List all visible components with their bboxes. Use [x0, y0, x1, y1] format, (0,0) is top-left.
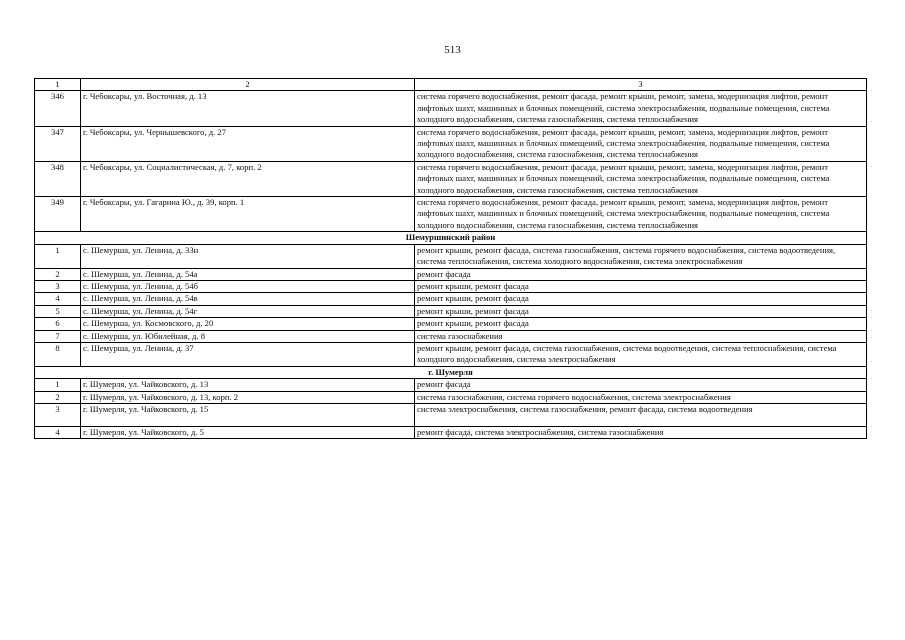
address-cell: с. Шемурша, ул. Юбилейная, д. 8 — [81, 330, 415, 342]
section-title: Шемуршинский район — [35, 232, 867, 244]
row-number-cell: 347 — [35, 126, 81, 161]
works-cell: ремонт фасада — [415, 379, 867, 391]
column-number-cell: 3 — [415, 79, 867, 91]
section-header-row — [35, 232, 867, 244]
column-number-row — [35, 79, 867, 91]
table-row — [35, 330, 867, 342]
table-row — [35, 126, 867, 161]
section-title: г. Шумерля — [35, 366, 867, 378]
address-cell: с. Шемурша, ул. Космовского, д. 20 — [81, 318, 415, 330]
row-number-cell: 348 — [35, 161, 81, 196]
address-cell: с. Шемурша, ул. Ленина, д. 37 — [81, 342, 415, 366]
table-row — [35, 293, 867, 305]
table-row — [35, 403, 867, 426]
works-cell: ремонт крыши, ремонт фасада, система газоснабжения, система горячего водоснабжения, система водоотведения, система теплоснабжения, система холодного водоснабжения, система электроснабжения — [415, 244, 867, 268]
table-row — [35, 268, 867, 280]
table-row — [35, 197, 867, 232]
works-cell: система горячего водоснабжения, ремонт фасада, ремонт крыши, ремонт, замена, модернизация лифтов, ремонт лифтовых шахт, машинных и блочных помещений, система электроснабжения, подвальные помещения, система холодного водоснабжения, система газоснабжения, система теплоснабжения — [415, 161, 867, 196]
address-cell: г. Шумерля, ул. Чайковского, д. 5 — [81, 426, 415, 438]
row-number-cell: 346 — [35, 91, 81, 126]
row-number-cell: 5 — [35, 305, 81, 317]
table-row — [35, 91, 867, 126]
row-number-cell: 1 — [35, 244, 81, 268]
row-number-cell: 2 — [35, 391, 81, 403]
works-cell: система газоснабжения, система горячего водоснабжения, система электроснабжения — [415, 391, 867, 403]
registry-table — [34, 78, 867, 439]
address-cell: г. Шумерля, ул. Чайковского, д. 13 — [81, 379, 415, 391]
table-row — [35, 426, 867, 438]
row-number-cell: 349 — [35, 197, 81, 232]
address-cell: с. Шемурша, ул. Ленина, д. 54г — [81, 305, 415, 317]
address-cell: г. Шумерля, ул. Чайковского, д. 13, корп. 2 — [81, 391, 415, 403]
row-number-cell: 8 — [35, 342, 81, 366]
address-cell: г. Чебоксары, ул. Восточная, д. 13 — [81, 91, 415, 126]
column-number-cell: 1 — [35, 79, 81, 91]
table-row — [35, 161, 867, 196]
works-cell: ремонт крыши, ремонт фасада — [415, 318, 867, 330]
table-row — [35, 305, 867, 317]
works-cell: ремонт крыши, ремонт фасада — [415, 280, 867, 292]
works-cell: ремонт крыши, ремонт фасада — [415, 305, 867, 317]
row-number-cell: 4 — [35, 293, 81, 305]
address-cell: с. Шемурша, ул. Ленина, д. 54в — [81, 293, 415, 305]
page-number: 513 — [444, 44, 461, 56]
table-row — [35, 391, 867, 403]
registry-table-body — [35, 79, 867, 439]
column-number-cell: 2 — [81, 79, 415, 91]
address-cell: г. Чебоксары, ул. Чернышевского, д. 27 — [81, 126, 415, 161]
row-number-cell: 2 — [35, 268, 81, 280]
works-cell: система горячего водоснабжения, ремонт фасада, ремонт крыши, ремонт, замена, модернизация лифтов, ремонт лифтовых шахт, машинных и блочных помещений, система электроснабжения, подвальные помещения, система холодного водоснабжения, система газоснабжения, система теплоснабжения — [415, 197, 867, 232]
table-row — [35, 379, 867, 391]
works-cell: ремонт крыши, ремонт фасада — [415, 293, 867, 305]
works-cell: ремонт фасада, система электроснабжения, система газоснабжения — [415, 426, 867, 438]
row-number-cell: 6 — [35, 318, 81, 330]
table-row — [35, 244, 867, 268]
works-cell: система горячего водоснабжения, ремонт фасада, ремонт крыши, ремонт, замена, модернизация лифтов, ремонт лифтовых шахт, машинных и блочных помещений, система электроснабжения, подвальные помещения, система холодного водоснабжения, система газоснабжения, система теплоснабжения — [415, 126, 867, 161]
address-cell: с. Шемурша, ул. Ленина, д. 33н — [81, 244, 415, 268]
row-number-cell: 1 — [35, 379, 81, 391]
works-cell: ремонт крыши, ремонт фасада, система газоснабжения, система водоотведения, система теплоснабжения, система холодного водоснабжения, система электроснабжения — [415, 342, 867, 366]
address-cell: с. Шемурша, ул. Ленина, д. 54а — [81, 268, 415, 280]
address-cell: г. Шумерля, ул. Чайковского, д. 15 — [81, 403, 415, 426]
table-row — [35, 280, 867, 292]
table-row — [35, 318, 867, 330]
row-number-cell: 3 — [35, 403, 81, 426]
works-cell: ремонт фасада — [415, 268, 867, 280]
address-cell: г. Чебоксары, ул. Социалистическая, д. 7, корп. 2 — [81, 161, 415, 196]
address-cell: с. Шемурша, ул. Ленина, д. 54б — [81, 280, 415, 292]
works-cell: система газоснабжения — [415, 330, 867, 342]
row-number-cell: 7 — [35, 330, 81, 342]
row-number-cell: 4 — [35, 426, 81, 438]
section-header-row — [35, 366, 867, 378]
works-cell: система электроснабжения, система газоснабжения, ремонт фасада, система водоотведения — [415, 403, 867, 426]
table-row — [35, 342, 867, 366]
address-cell: г. Чебоксары, ул. Гагарина Ю., д. 39, корп. 1 — [81, 197, 415, 232]
works-cell: система горячего водоснабжения, ремонт фасада, ремонт крыши, ремонт, замена, модернизация лифтов, ремонт лифтовых шахт, машинных и блочных помещений, система электроснабжения, подвальные помещения, система холодного водоснабжения, система газоснабжения, система теплоснабжения — [415, 91, 867, 126]
row-number-cell: 3 — [35, 280, 81, 292]
